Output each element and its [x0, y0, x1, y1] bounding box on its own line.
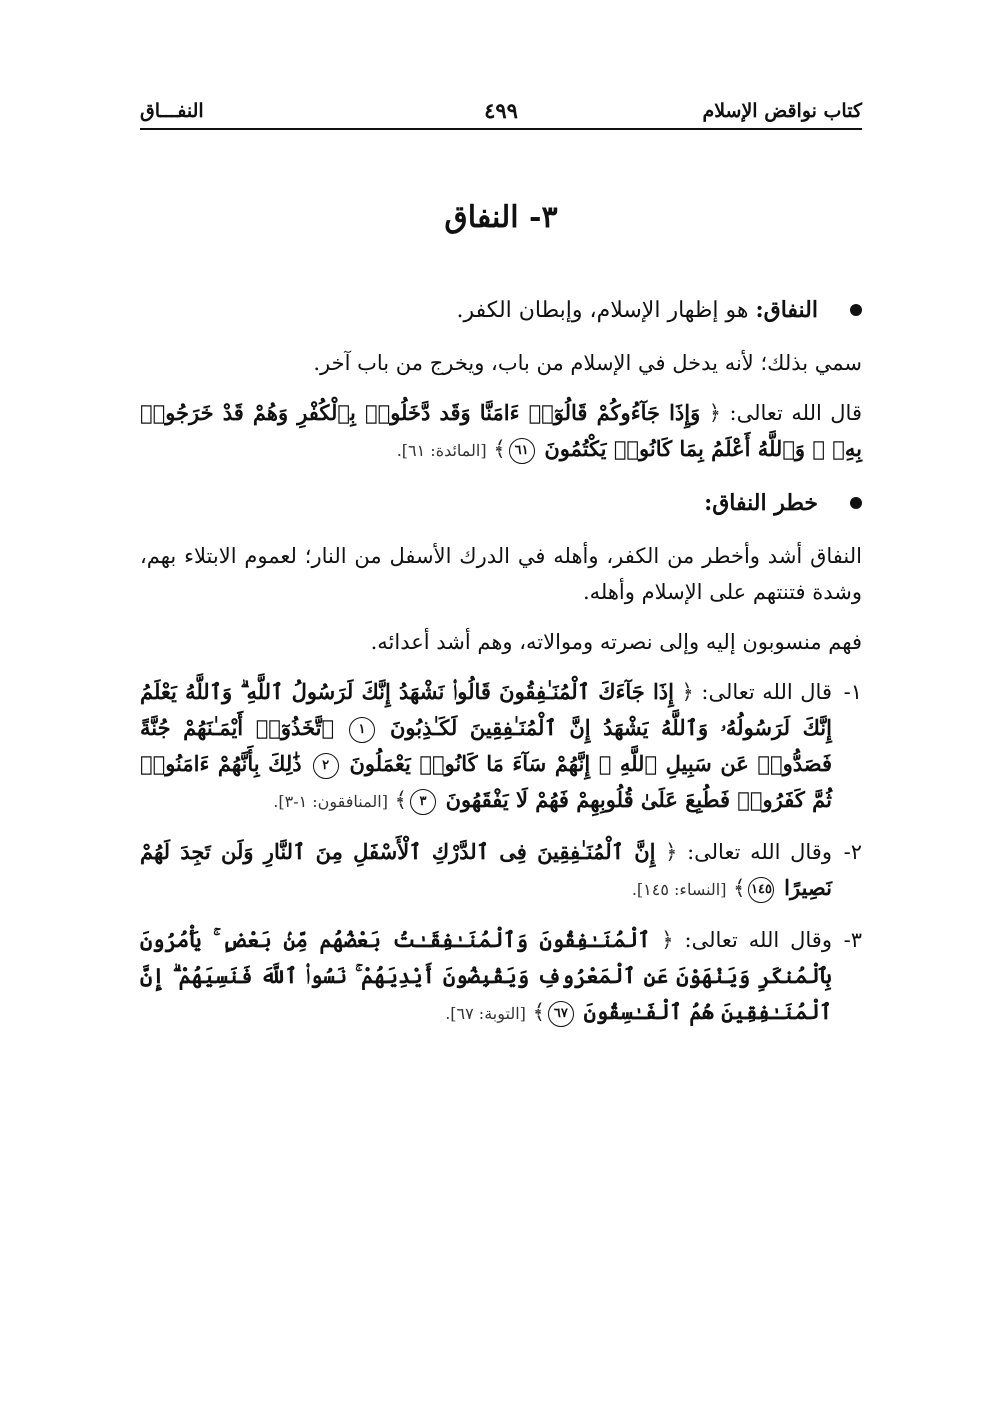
definition-text: هو إظهار الإسلام، وإبطان الكفر. — [456, 298, 756, 323]
item-intro: وقال الله تعالى: — [677, 840, 832, 864]
header-rule — [140, 128, 862, 130]
list-item — [140, 922, 862, 1032]
list-item — [140, 674, 862, 820]
page-number: ٤٩٩ — [484, 98, 518, 123]
content — [140, 290, 862, 1032]
list-item — [140, 834, 862, 908]
item-number: ١- — [843, 680, 862, 704]
verse-number-badge: ١٤٥ — [748, 877, 774, 903]
definition-quote — [140, 395, 862, 469]
enemies-paragraph: فهم منسوبون إليه وإلى نصرته وموالاته، وهم أشد أعدائه. — [370, 630, 862, 654]
verse-reference: [التوبة: ٦٧]. — [445, 1004, 526, 1023]
open-ornament: ﴿ — [661, 928, 674, 952]
close-ornament: ﴾ — [532, 1000, 545, 1024]
quran-verse: إِنَّ ٱلْمُنَـٰفِقِينَ فِى ٱلدَّرْكِ ٱلْأَسْفَلِ مِنَ ٱلنَّارِ وَلَن تَجِدَ لَهُمْ نَصِيرًا — [140, 839, 832, 900]
verse-reference: [النساء: ١٤٥]. — [631, 880, 727, 899]
verse-number-badge: ٢ — [313, 753, 339, 779]
quran-verse: ذَٰلِكَ بِأَنَّهُمْ ءَامَنُوا۟ ثُمَّ كَفَرُوا۟ فَطُبِعَ عَلَىٰ قُلُوبِهِمْ فَهُمْ لَا يَفْقَهُونَ — [140, 751, 832, 812]
item-intro: قال الله تعالى: — [693, 680, 832, 704]
bullet-icon — [850, 497, 862, 509]
book-title: كتاب نواقض الإسلام — [702, 100, 862, 122]
open-ornament: ﴿ — [708, 401, 722, 425]
quran-verse: ٱتَّخَذُوٓا۟ أَيْمَـٰنَهُمْ جُنَّةً فَصَدُّوا۟ عَن سَبِيلِ ٱللَّهِ ۚ إِنَّهُمْ سَآءَ مَا كَانُوا۟ يَعْمَلُونَ — [140, 715, 832, 776]
open-ornament: ﴿ — [681, 680, 694, 704]
verse-number-badge: ٦٧ — [548, 1001, 574, 1027]
verse-number-badge: ٣ — [410, 789, 436, 815]
item-number: ٣- — [843, 928, 862, 952]
close-ornament: ﴾ — [394, 788, 407, 812]
danger-paragraph: النفاق أشد وأخطر من الكفر، وأهله في الدرك الأسفل من النار؛ لعموم الابتلاء بهم، وشدة فتنتهم على الإسلام وأهله. — [140, 544, 862, 604]
quran-verse: ٱلْمُنَـٰفِقُونَ وَٱلْمُنَـٰفِقَـٰتُ بَعْضُهُم مِّنۢ بَعْضٍ ۚ يَأْمُرُونَ بِٱلْمُنكَرِ وَيَنْهَوْنَ عَنِ ٱلْمَعْرُوفِ وَيَقْبِضُونَ أَيْدِيَهُمْ ۚ نَسُوا۟ ٱللَّهَ فَنَسِيَهُمْ ۗ إِنَّ ٱلْمُنَـٰفِقِينَ هُمُ ٱلْفَـٰسِقُونَ — [140, 927, 832, 1024]
verse-reference: [المائدة: ٦١]. — [396, 441, 487, 460]
definition-term: النفاق: — [755, 297, 818, 323]
open-ornament: ﴿ — [665, 840, 678, 864]
danger-heading: خطر النفاق: — [704, 490, 818, 516]
bullet-icon — [850, 304, 862, 316]
running-header — [140, 96, 862, 126]
danger-bullet — [140, 483, 862, 524]
section-name: النفـــاق — [140, 100, 204, 122]
close-ornament: ﴾ — [733, 876, 746, 900]
quran-verse: إِذَا جَآءَكَ ٱلْمُنَـٰفِقُونَ قَالُوا۟ نَشْهَدُ إِنَّكَ لَرَسُولُ ٱللَّهِ ۗ وَٱللَّهُ يَعْلَمُ إِنَّكَ لَرَسُولُهُۥ وَٱللَّهُ يَشْهَدُ إِنَّ ٱلْمُنَـٰفِقِينَ لَكَـٰذِبُونَ — [140, 679, 832, 740]
definition-bullet — [140, 290, 862, 331]
close-ornament: ﴾ — [493, 437, 506, 461]
quote-intro: قال الله تعالى: — [721, 401, 862, 425]
item-number: ٢- — [843, 840, 862, 864]
chapter-title: ٣- النفاق — [444, 200, 558, 235]
item-intro: وقال الله تعالى: — [673, 928, 832, 952]
quran-verse: وَإِذَا جَآءُوكُمْ قَالُوٓا۟ ءَامَنَّا وَقَد دَّخَلُوا۟ بِٱلْكُفْرِ وَهُمْ قَدْ خَرَجُوا۟ بِهِۦ ۚ وَٱللَّهُ أَعْلَمُ بِمَا كَانُوا۟ يَكْتُمُونَ — [140, 400, 862, 461]
verse-number-badge: ٦١ — [509, 438, 535, 464]
verse-reference: [المنافقون: ١-٣]. — [273, 792, 388, 811]
verse-number-badge: ١ — [349, 717, 375, 743]
naming-paragraph: سمي بذلك؛ لأنه يدخل في الإسلام من باب، ويخرج من باب آخر. — [313, 351, 862, 375]
